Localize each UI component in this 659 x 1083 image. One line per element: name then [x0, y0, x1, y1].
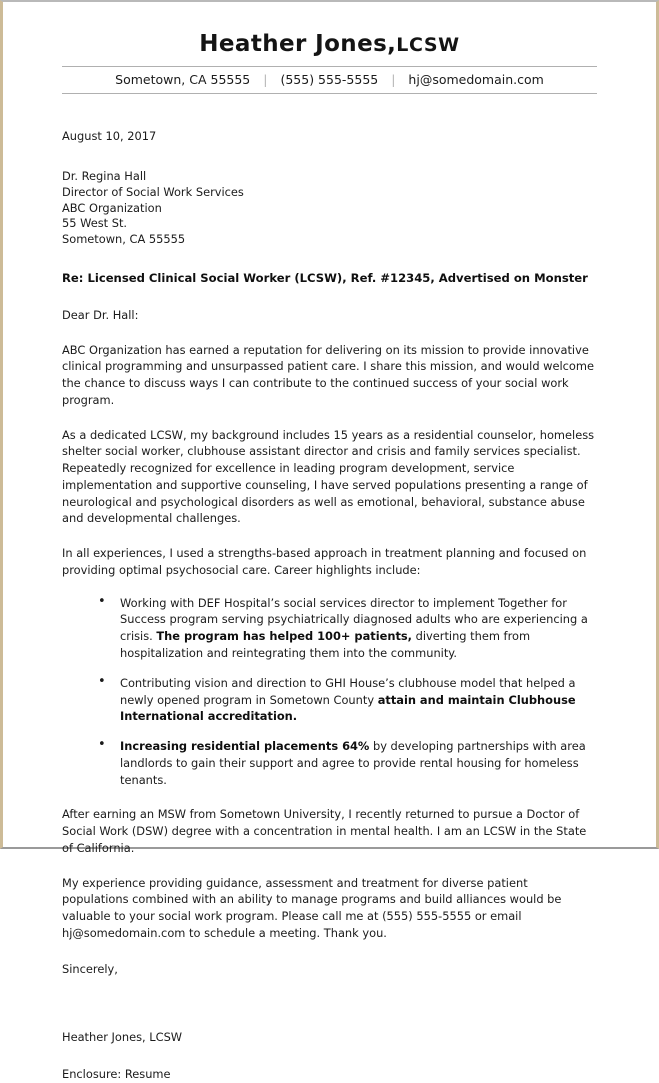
list-item: [62, 738, 597, 788]
letter-body: [62, 128, 597, 1083]
contact-bar: [62, 66, 597, 94]
letter-date: August 10, 2017: [62, 129, 157, 144]
recipient-organization: ABC Organization: [62, 200, 162, 215]
list-item: [62, 595, 597, 662]
bullet-bold-text: attain and maintain Clubhouse International accreditation.: [120, 692, 576, 724]
recipient-title: Director of Social Work Services: [62, 184, 244, 199]
contact-email: hj@somedomain.com: [408, 72, 544, 88]
recipient-city-state-zip: Sometown, CA 55555: [62, 232, 186, 246]
bullet-icon: •: [98, 593, 106, 609]
bullet-tail-text: diverting them from hospitalization and reintegrating them into the community.: [120, 629, 531, 661]
enclosure-note: Enclosure: Resume: [62, 1067, 171, 1082]
bullet-icon: •: [98, 673, 106, 689]
contact-separator-icon: |: [391, 72, 396, 88]
bullet-icon: •: [98, 737, 106, 753]
page-title: [62, 32, 597, 66]
signature-name: Heather Jones, LCSW: [62, 1029, 183, 1044]
list-item: [62, 675, 597, 725]
paragraph-2: As a dedicated LCSW, my background includes 15 years as a residential counselor, homeless shelter social worker, clubhouse assistant director and crisis and family services specialist. Repeatedly recognized for excellence in leading program development, service implementation and supportive counseling, I have served populations presenting a range of neurological and psychological disorders as well as emotional, behavioral, substance abuse and developmental challenges.: [62, 427, 595, 526]
letterhead: [62, 2, 597, 94]
bullet-bold-text: The program has helped 100+ patients,: [156, 629, 412, 644]
recipient-street: 55 West St.: [62, 216, 128, 231]
letter-sheet: [3, 2, 656, 1082]
paragraph-3: In all experiences, I used a strengths-based approach in treatment planning and focused on providing optimal psychosocial care. Career highlights include:: [62, 546, 587, 577]
recipient-address-block: [62, 169, 597, 248]
subject-line: Re: Licensed Clinical Social Worker (LCSW), Ref. #12345, Advertised on Monster: [62, 270, 588, 285]
sender-credential: LCSW: [396, 34, 460, 56]
salutation: Dear Dr. Hall:: [62, 307, 139, 322]
bullet-tail-text: by developing partnerships with area landlords to gain their support and agree to provide rental housing for homeless tenants.: [120, 739, 586, 787]
closing: Sincerely,: [62, 961, 118, 976]
paragraph-5: My experience providing guidance, assessment and treatment for diverse patient populations combined with an ability to manage programs and build alliances would be valuable to your social work program. Please call me at (555) 555-5555 or email hj@somedomain.com to schedule a meeting. Thank you.: [62, 875, 562, 940]
bullet-bold-text: Increasing residential placements 64%: [120, 739, 370, 754]
career-highlights-list: [62, 595, 597, 789]
recipient-name: Dr. Regina Hall: [62, 169, 147, 184]
contact-location: Sometown, CA 55555: [115, 72, 251, 88]
contact-phone: (555) 555-5555: [280, 72, 379, 88]
paragraph-1: ABC Organization has earned a reputation for delivering on its mission to provide innovative clinical programming and unsurpassed patient care. I share this mission, and would welcome the chance to discuss ways I can contribute to the continued success of your social work program.: [62, 342, 594, 407]
bullet-lead-text: Contributing vision and direction to GHI House’s clubhouse model that helped a newly opened program in Sometown County: [120, 675, 576, 707]
sender-name: Heather Jones,: [199, 31, 397, 57]
paragraph-4: After earning an MSW from Sometown University, I recently returned to pursue a Doctor of Social Work (DSW) degree with a concentration in mental health. I am an LCSW in the State of California.: [62, 807, 587, 855]
bullet-lead-text: Working with DEF Hospital’s social services director to implement Together for Success program serving psychiatrically diagnosed adults who are experiencing a crisis.: [120, 595, 588, 644]
contact-separator-icon: |: [263, 72, 268, 88]
